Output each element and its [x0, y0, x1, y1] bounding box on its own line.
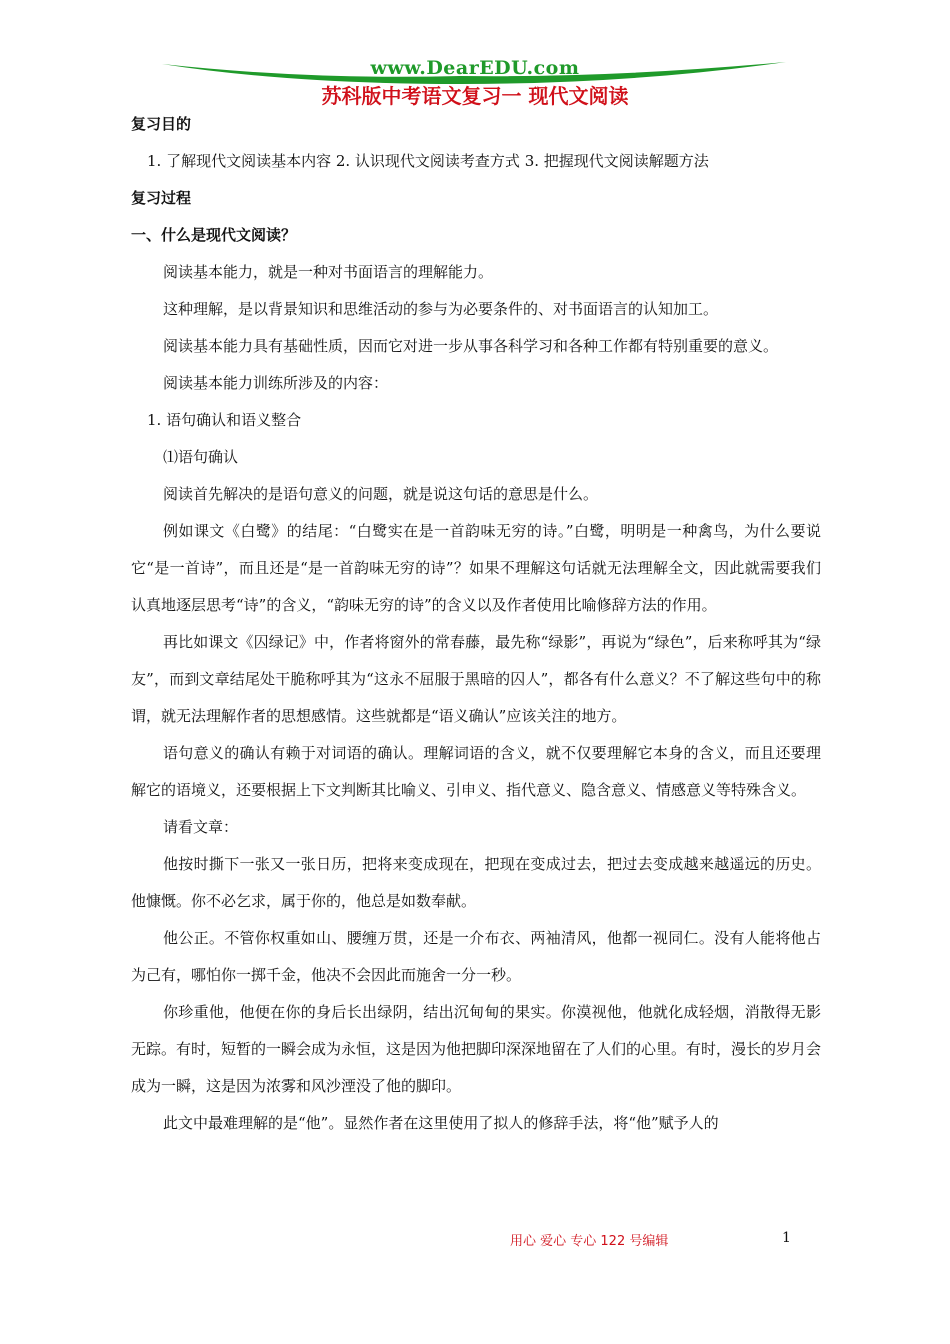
heading-goal: 复习目的 [131, 115, 192, 133]
page-number: 1 [782, 1230, 791, 1246]
paragraph: 阅读首先解决的是语句意义的问题，就是说这句话的意思是什么。 [163, 485, 599, 503]
paragraph: 阅读基本能力，就是一种对书面语言的理解能力。 [163, 263, 494, 281]
paragraph: 此文中最难理解的是“他”。显然作者在这里使用了拟人的修辞手法，将“他”赋予人的 [163, 1114, 719, 1132]
section-heading-1: 一、什么是现代文阅读？ [131, 226, 297, 244]
heading-process: 复习过程 [131, 189, 192, 207]
paragraph: 例如课文《白鹭》的结尾：“白鹭实在是一首韵味无穷的诗。”白鹭，明明是一种禽鸟，为什么要说它“是一首诗”，而且还是“是一首韵味无穷的诗”？如果不理解这句话就无法理解全文，因此就需要我们认真地逐层思考“诗”的含义，“韵味无穷的诗”的含义以及作者使用比喻修辞方法的作用。 [131, 522, 821, 614]
footer-text: 用心 爱心 专心 122 号编辑 [510, 1234, 669, 1249]
list-item: 1. 语句确认和语义整合 [147, 411, 302, 429]
goals-line: 1. 了解现代文阅读基本内容 2. 认识现代文阅读考查方式 3. 把握现代文阅读解题方法 [147, 152, 709, 170]
paragraph: 阅读基本能力训练所涉及的内容： [163, 374, 389, 392]
paragraph: 语句意义的确认有赖于对词语的确认。理解词语的含义，就不仅要理解它本身的含义，而且还要理解它的语境义，还要根据上下文判断其比喻义、引申义、指代意义、隐含意义、情感意义等特殊含义。 [131, 744, 821, 799]
paragraph: 他按时撕下一张又一张日历，把将来变成现在，把现在变成过去，把过去变成越来越遥远的历史。他慷慨。你不必乞求，属于你的，他总是如数奉献。 [131, 855, 821, 910]
document-title: 苏科版中考语文复习一 现代文阅读 [321, 84, 629, 108]
paragraph: 他公正。不管你权重如山、腰缠万贯，还是一介布衣、两袖清风，他都一视同仁。没有人能将他占为己有，哪怕你一掷千金，他决不会因此而施舍一分一秒。 [131, 929, 821, 984]
paragraph: 你珍重他，他便在你的身后长出绿阴，结出沉甸甸的果实。你漠视他，他就化成轻烟，消散得无影无踪。有时，短暂的一瞬会成为永恒，这是因为他把脚印深深地留在了人们的心里。有时，漫长的岁月会成为一瞬，这是因为浓雾和风沙湮没了他的脚印。 [131, 1003, 822, 1095]
paragraph: 再比如课文《囚绿记》中，作者将窗外的常春藤，最先称“绿影”，再说为“绿色”，后来称呼其为“绿友”，而到文章结尾处干脆称呼其为“这永不屈服于黑暗的囚人”，都各有什么意义？不了解这些句中的称谓，就无法理解作者的思想感情。这些就都是“语义确认”应该关注的地方。 [131, 633, 821, 725]
sub-heading: ⑴语句确认 [163, 448, 239, 466]
paragraph: 请看文章： [163, 818, 239, 836]
paragraph: 这种理解，是以背景知识和思维活动的参与为必要条件的、对书面语言的认知加工。 [163, 300, 719, 318]
paragraph: 阅读基本能力具有基础性质，因而它对进一步从事各科学习和各种工作都有特别重要的意义。 [163, 337, 779, 355]
document-body [131, 106, 821, 1142]
site-logo-text[interactable]: www.DearEDU.com [370, 57, 580, 79]
